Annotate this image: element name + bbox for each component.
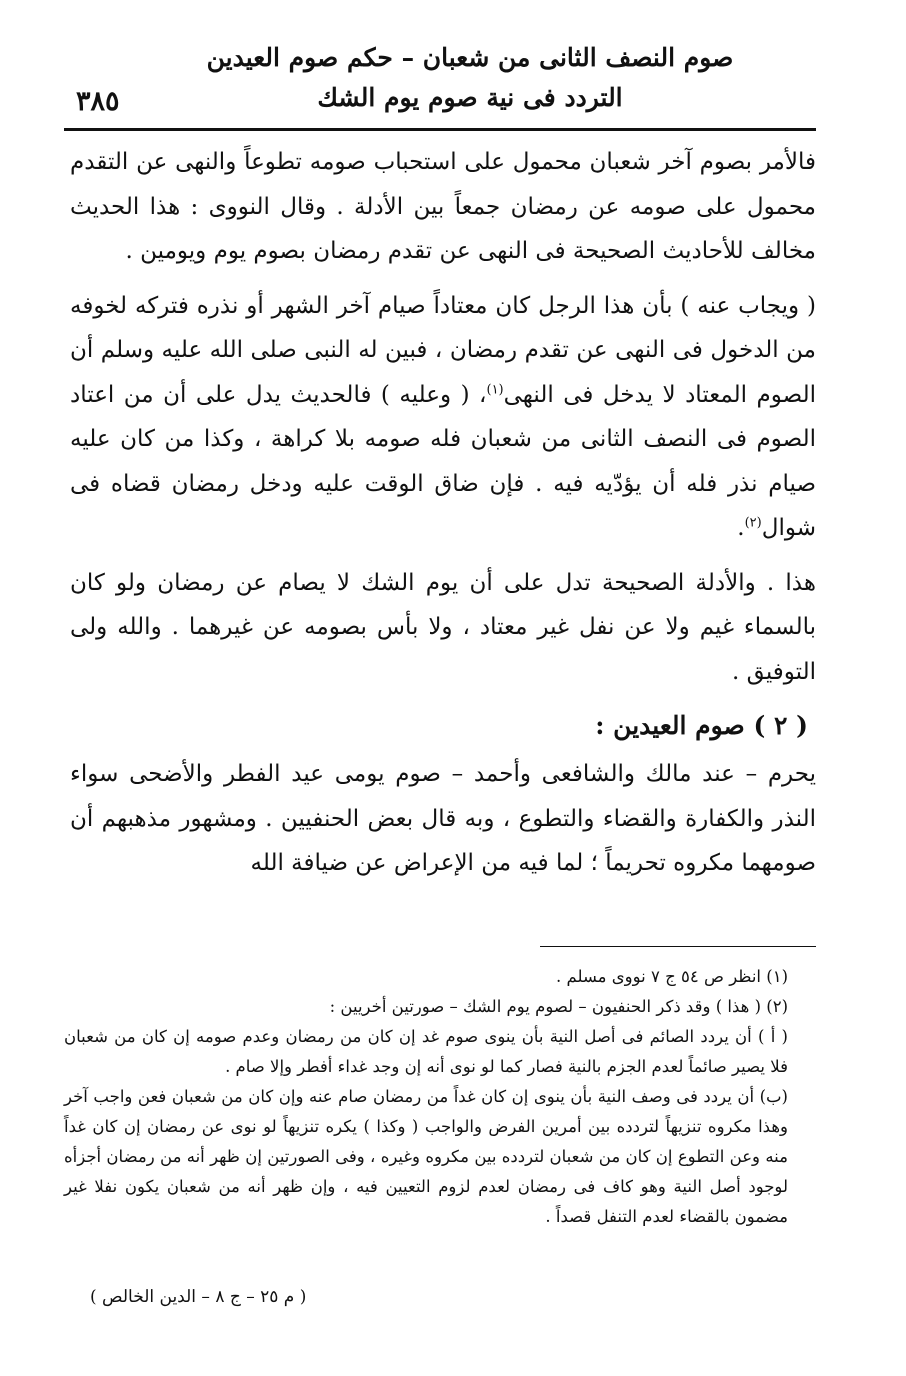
volume-signature: ( م ٢٥ – ج ٨ – الدين الخالص ) xyxy=(90,1287,307,1307)
paragraph-1 xyxy=(70,140,816,274)
running-title-line2: التردد فى نية صوم يوم الشك xyxy=(317,83,623,112)
running-title-line1: صوم النصف الثانى من شعبان – حكم صوم العيدين xyxy=(206,43,734,72)
page-number: ٣٨٥ xyxy=(76,86,120,117)
page-header xyxy=(60,40,820,126)
main-text xyxy=(70,140,816,896)
paragraph-3-text: هذا . والأدلة الصحيحة تدل على أن يوم الشك لا يصام عن رمضان ولو كان بالسماء غيم ولا عن نفل غير معتاد ، ولا بأس بصومه عن غيرهما . والله ولى التوفيق . xyxy=(70,569,816,685)
paragraph-2-continuation: ( وعليه ) فالحديث يدل على أن من اعتاد الصوم فى النصف الثانى من شعبان فله صومه بلا كراهة ، وكذا من كان عليه صيام نذر فله أن يؤدّيه فيه . فإن ضاق الوقت عليه ودخل رمضان قضاه فى شوال xyxy=(70,381,816,541)
header-divider xyxy=(64,128,816,131)
footnote-2-case-a: ( أ ) أن يردد الصائم فى أصل النية بأن ينوى صوم غد إن كان من رمضان وعدم صومه إن كان من شعبان فلا يصير صائماً لعدم الجزم بالنية فصار كما لو نوى أنه إن وجد غداء أفطر وإلا صام . xyxy=(64,1027,788,1076)
section-paragraph xyxy=(70,752,816,886)
section-paragraph-text: يحرم – عند مالك والشافعى وأحمد – صوم يومى عيد الفطر والأضحى سواء النذر والكفارة والقضاء والتطوع ، وبه قال بعض الحنفيين . ومشهور مذهبهم أن صومهما مكروه تحريماً ؛ لما فيه من الإعراض عن ضيافة الله xyxy=(70,761,816,876)
footnote-divider xyxy=(540,946,816,947)
footnote-2: (٢) ( هذا ) وقد ذكر الحنفيون – لصوم يوم الشك – صورتين أخريين : xyxy=(329,997,788,1016)
footnote-1: (١) انظر ص ٥٤ ج ٧ نووى مسلم . xyxy=(556,967,788,986)
paragraph-2-text: ( ويجاب عنه ) بأن هذا الرجل كان معتاداً صيام آخر الشهر أو نذره فتركه لخوفه من الدخول فى النهى عن تقدم رمضان ، فبين له النبى صلى الله عليه وسلم أن الصوم المعتاد لا يدخل فى النهى xyxy=(70,292,816,408)
footnotes xyxy=(64,962,818,1232)
footnote-ref-1[interactable]: (١) xyxy=(486,381,504,397)
paragraph-2: ( ويجاب عنه ) بأن هذا الرجل كان معتاداً صيام آخر الشهر أو نذره فتركه لخوفه من الدخول فى النهى عن تقدم رمضان ، فبين له النبى صلى الله عليه وسلم أن الصوم المعتاد لا يدخل فى النهى$^{(١)}$، ( وعليه ) فالحديث يدل على أن من اعتاد الصوم فى النصف الثانى من شعبان فله صومه بلا كراهة ، وكذا من كان عليه صيام نذر فله أن يؤدّيه فيه . فإن ضاق الوقت عليه ودخل رمضان قضاه فى شوال$^{(٢)}$. xyxy=(70,292,816,541)
paragraph-1-text: فالأمر بصوم آخر شعبان محمول على استحباب صومه تطوعاً والنهى عن التقدم محمول على صومه عن رمضان جمعاً بين الأدلة . وقال النووى : هذا الحديث مخالف للأحاديث الصحيحة فى النهى عن تقدم رمضان بصوم يوم ويومين . xyxy=(70,149,816,264)
paragraph-3 xyxy=(70,561,816,695)
footnote-ref-2[interactable]: (٢) xyxy=(744,515,762,531)
section-heading: ( ٢ ) صوم العيدين : xyxy=(595,711,808,740)
footnote-2-case-b: (ب) أن يردد فى وصف النية بأن ينوى إن كان غداً من رمضان صام عنه وإن كان من شعبان فعن واجب آخر وهذا مكروه تنزيهاً لتردده بين أمرين الفرض والواجب ( وكذا ) يكره تنزيهاً لو نوى عن رمضان إن كان غداً منه وعن التطوع إن كان من شعبان لتردده بين مكروه وغيره ، وفى الصورتين إن ظهر أنه من رمضان أجزأه لوجود أصل النية وهو كاف فى رمضان لعدم لزوم التعيين فيه ، وإن ظهر أنه من شعبان يكون نفلا غير مضمون بالقضاء لعدم التنفل قصداً . xyxy=(64,1087,788,1226)
